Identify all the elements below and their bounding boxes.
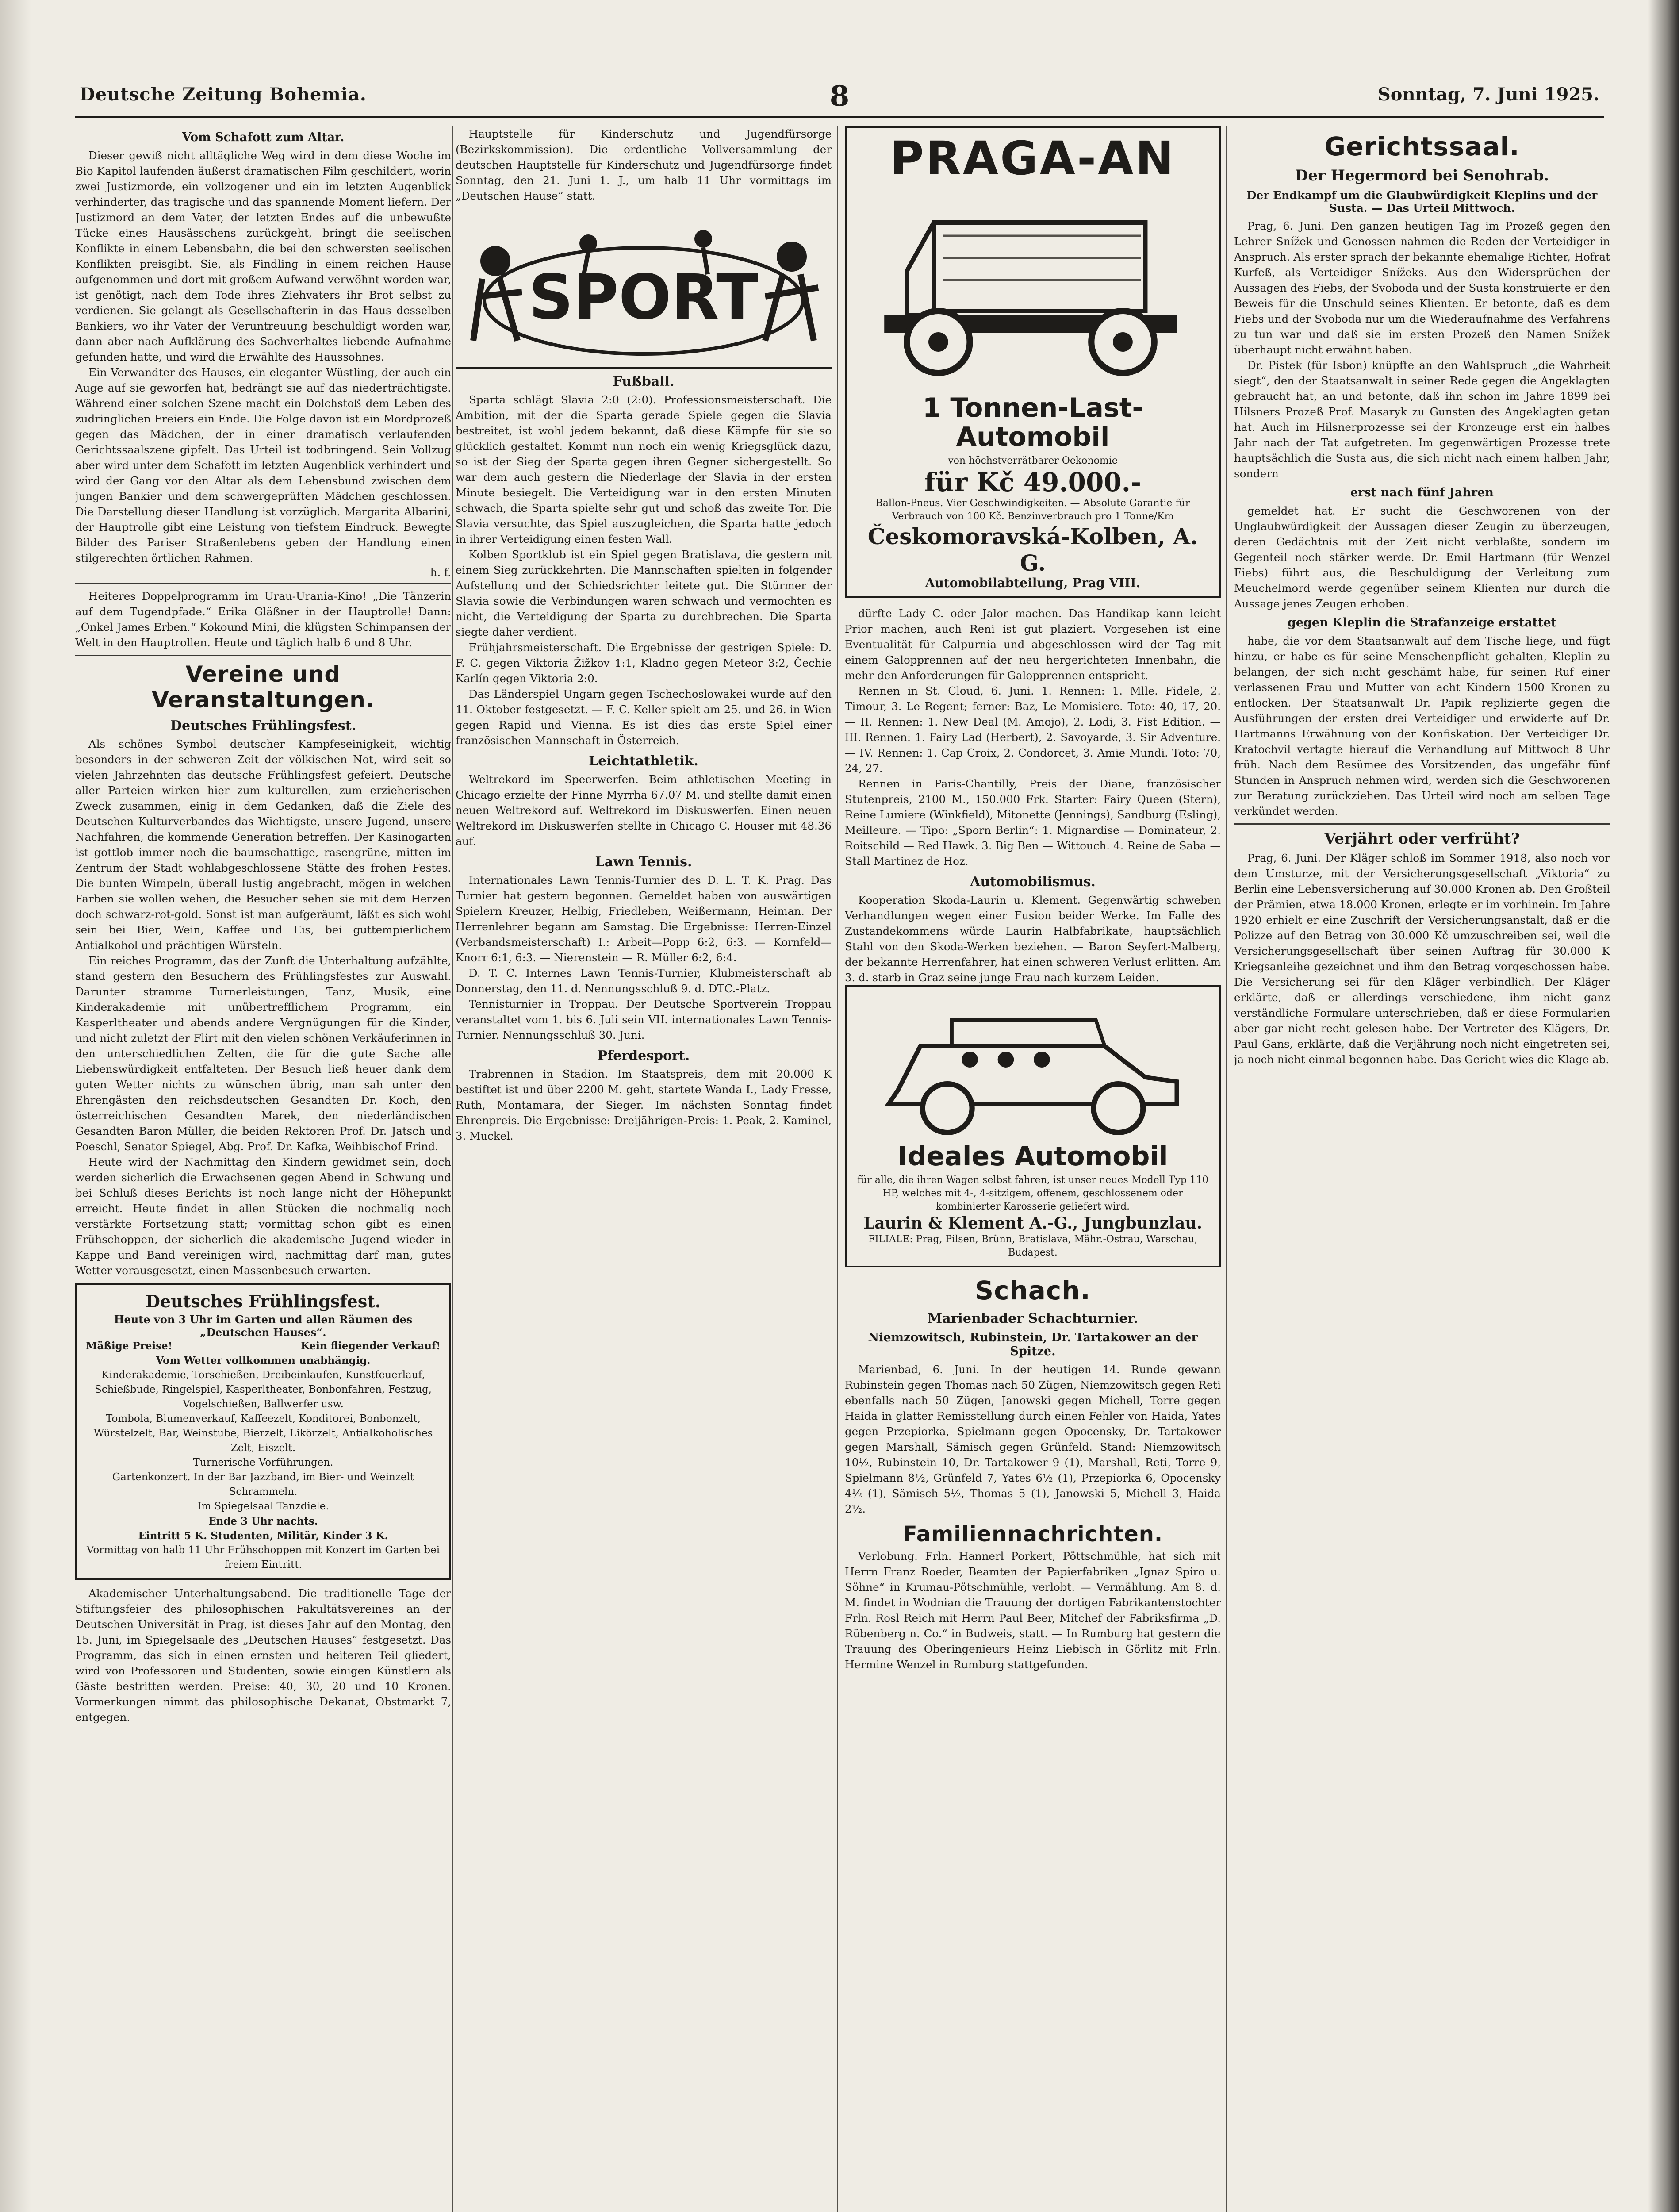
article-paragraph: Hauptstelle für Kinderschutz und Jugendfürsorge (Bezirkskommission). Die ordentliche Vollversammlung der deutschen Hauptstelle für Kinderschutz und Jugendfürsorge findet Sonntag, den 21. Juni 1. J., um halb 11 Uhr vormittags im „Deutschen Hause“ statt.: [456, 127, 832, 202]
article-paragraph: Internationales Lawn Tennis-Turnier des D. L. T. K. Prag. Das Turnier hat gestern begonnen. Gemeldet haben von auswärtigen Spielern Kreuzer, Helbig, Friedleben, Weißermann, Heiman. Der Herrenlehrer begann am Samstag. Die Ergebnisse: Herren-Einzel (Verbandsmeisterschaft) I.: Arbeit—Popp 6:2, 6:3. — Kornfeld—Knorr 6:1, 6:3. — Nierenstein — R. Müller 6:2, 6:4.: [456, 874, 832, 964]
article-subtitle: Niemzowitsch, Rubinstein, Dr. Tartakower an der Spitze.: [868, 1331, 1198, 1358]
advert-small-text: Ballon-Pneus. Vier Geschwindigkeiten. — Absolute Garantie für Verbrauch von 100 Kč. Benzinverbrauch pro 1 Tonne/Km: [875, 498, 1190, 522]
column-4: [1234, 126, 1610, 2212]
column-rule: [837, 126, 838, 2212]
article-paragraph: Prag, 6. Juni. Der Kläger schloß im Sommer 1918, also noch vor dem Umsturze, mit der Versicherungsgesellschaft „Viktoria“ zu Berlin eine Lebensversicherung auf 30.000 Kronen ab. Den Großteil der Prämien, etwa 18.000 Kronen, erlegte er im vorhinein. Im Jahre 1920 erhielt er eine Zuschrift der Versicherungsanstalt, daß er die Polizze auf den Betrag von 30.000 Kč umzuschreiben sei, weil die Versicherungsgesellschaft über seinen Auftrag für 30.000 K Kriegsanleihe gezeichnet und ihm den Betrag vorgeschossen habe. Die Versicherung sei für den Kläger verbindlich. Der Kläger erklärte, daß er allerdings verschiedene, ihm nicht ganz verständliche Formulare unterschrieben, daß er diese Formularien aber gar nicht recht gelesen habe. Der Vertreter des Klägers, Dr. Paul Gans, erklärte, daß die Verjährung noch nicht eingetreten sei, ja noch nicht einmal begonnen habe. Das Gericht wies die Klage ab.: [1234, 852, 1610, 1066]
advert-price-row: [86, 1339, 441, 1353]
issue-date: Sonntag, 7. Juni 1925.: [1377, 84, 1599, 105]
article-paragraph: Verlobung. Frln. Hannerl Porkert, Pöttschmühle, hat sich mit Herrn Franz Roeder, Beamten der Papierfabriken „Ignaz Spiro u. Söhne“ in Krumau-Pötschmühle, verlobt. — Vermählung. Am 8. d. M. findet in Wodnian die Trauung der dortigen Fabrikantenstochter Frln. Rosl Reich mit Herrn Paul Beer, Mitchef der Fabriksfirma „D. Rübenberg n. Co.“ in Budweis, statt. — In Rumburg hat gestern die Trauung des Oberingenieurs Heinz Liebisch in Görlitz mit Frln. Hermine Wenzel in Rumburg stattgefunden.: [845, 1550, 1221, 1671]
page-number: 8: [829, 80, 850, 113]
car-illustration: [853, 993, 1213, 1139]
advert-title: Deutsches Frühlingsfest.: [145, 1291, 381, 1311]
article-paragraph: Kolben Sportklub ist ein Spiel gegen Bratislava, die gestern mit einem Sieg zurückkehrten. Die Mannschaften spielten in folgender Aufstellung und der Schiedsrichter leitete gut. Die Stürmer der Slavia sowie die Verbindungen waren schwach und vermochten es nicht, die Verteidigung der Sparta zu durchbrechen. Die Sparta siegte daher verdient.: [456, 548, 832, 638]
scan-gutter-right: [1648, 0, 1679, 2212]
section-title: Gerichtssaal.: [1324, 131, 1520, 161]
article-title: Fußball.: [613, 374, 675, 389]
article-paragraph: Als schönes Symbol deutscher Kampfeseinigkeit, wichtig besonders in der schweren Zeit der völkischen Not, wird seit so vielen Jahrzehnten das deutsche Frühlingsfest gefeiert. Deutsche aller Parteien wirken hier zum kulturellen, zum erzieherischen Zweck zusammen, einig in dem Gedanken, daß die Ziele des Deutschen Kulturverbandes das Wichtigste, unsere Jugend, unsere Nachfahren, die kommende Generation betreffen. Der Kasinogarten ist gottlob immer noch die baumschattige, rasengrüne, mitten im Zentrum der Stadt wohlabgeschlossene Stätte des frohen Festes. Die bunten Wimpeln, überall lustig angebracht, mögen in welchen Farben sie wollen wehen, die Besucher sehen sie mit dem Herzen doch schwarz-rot-gold. Sonst ist man aufgeräumt, läßt es sich wohl sein bei Bier, Wein, Kaffee und Eis, bei guttempierlichem Antialkohol und prächtigen Würsteln.: [75, 737, 451, 952]
article-paragraph: Marienbad, 6. Juni. In der heutigen 14. Runde gewann Rubinstein gegen Thomas nach 50 Zügen, Niemzowitsch gegen Reti ebenfalls nach 50 Zügen, Janowski gegen Michell, Torre gegen Haida in glatter Remisstellung durch einen Fehler von Haida, Yates gegen Przepiorka, Spielmann gegen Opocensky, Dr. Tartakower gegen Marshall, Sämisch gegen Grünfeld. Stand: Niemzowitsch 10½, Rubinstein 10, Dr. Tartakower 9 (1), Marshall, Reti, Torre 9, Spielmann 8½, Grünfeld 7, Yates 6½ (1), Przepiorka 6, Opocensky 4½ (1), Sämisch 5½, Thomas 5 (1), Janowski 5, Michell 3, Haida 2½.: [845, 1363, 1221, 1515]
advert-line: Vormittag von halb 11 Uhr Frühschoppen mit Konzert im Garten bei freiem Eintritt.: [86, 1544, 440, 1571]
article-paragraph: gemeldet hat. Er sucht die Geschworenen von der Unglaubwürdigkeit der Aussagen dieser Zeugin zu überzeugen, deren Gedächtnis mit der Zeit nicht verblaßte, sondern im Gegenteil noch stärker werde. Dr. Emil Hartmann (für Wenzel Fiebs) führt aus, die Beschuldigung der Verleitung zum Meuchelmord werde gegenüber seinem Klienten nur durch die Aussage jenes Zeugen erhoben.: [1234, 504, 1610, 610]
advert-line: Tombola, Blumenverkauf, Kaffeezelt, Konditorei, Bonbonzelt, Würstelzelt, Bar, Weinstube, Bierzelt, Likörzelt, Antialkoholisches Zelt, Eiszelt.: [93, 1413, 433, 1454]
article-title: Verjährt oder verfrüht?: [1324, 830, 1520, 848]
article-title: Automobilismus.: [970, 874, 1096, 890]
article-title: Marienbader Schachturnier.: [927, 1311, 1138, 1326]
article-paragraph: Heute wird der Nachmittag den Kindern gewidmet sein, doch werden sicherlich die Erwachsenen gegen Abend in Schwung und bei Schluß dieses Berichts ist noch lange nicht der Höhepunkt erreicht. Heute findet in allen Stücken die nochmalig noch verstärkte Fortsetzung statt; vormittag schon gibt es einen Frühschoppen, der sicherlich die akademische Jugend wieder in Kappe und Band vereinigen wird, nachmittag darf man, gutes Wetter vorausgesetzt, einen Massenbesuch erwarten.: [75, 1156, 451, 1277]
article-title: Vom Schafott zum Altar.: [182, 131, 345, 144]
article-paragraph: Ein Verwandter des Hauses, ein eleganter Wüstling, der auch ein Auge auf sie geworfen hat, bedrängt sie auf das niederträchtigste. Während einer solchen Szene macht ein Dolchstoß dem Leben des zudringlichen Freiers ein Ende. Die Folge davon ist ein Mordprozeß gegen das Mädchen, der in einer dramatisch verlaufenden Gerichtssaalszene gipfelt. Das Urteil ist todbringend. Sein Vollzug aber wird unter dem Schafott im letzten Augenblick verhindert und wird der Gang vor den Altar als dem Lebensbund zwischen dem jungen Bankier und dem schwergeprüften Mädchen geschlossen. Die Darstellung dieser Handlung ist vorzüglich. Margarita Albarini, der Hauptrolle gibt eine Leistung von tiefstem Eindruck. Bewegte Bilder des Pariser Straßenlebens geben der Handlung einen stilgerechten örtlichen Rahmen.: [75, 366, 451, 565]
advert-small-text: FILIALE: Prag, Pilsen, Brünn, Bratislava, Mähr.-Ostrau, Warschau, Budapest.: [868, 1234, 1198, 1258]
advert-company: Laurin & Klement A.-G., Jungbunzlau.: [863, 1214, 1203, 1233]
truck-advert: [845, 126, 1221, 598]
sport-banner-word: SPORT: [529, 261, 759, 334]
article-paragraph: Akademischer Unterhaltungsabend. Die traditionelle Tage der Stiftungsfeier des philosophischen Fakultätsvereines an der Deutschen Universität in Prag, ist dieses Jahr auf den Montag, den 15. Juni, im Spiegelsaale des „Deutschen Hauses“ festgesetzt. Das Programm, das sich in einen ernsten und heiteren Teil gliedert, wird von Professoren und Studenten, sowie einigen Künstlern als Gäste bestritten werden. Preise: 40, 30, 20 und 10 Kronen. Vormerkungen nimmt das philosophische Dekanat, Obstmarkt 7, entgegen.: [75, 1587, 451, 1724]
article-paragraph: D. T. C. Internes Lawn Tennis-Turnier, Klubmeisterschaft ab Donnerstag, den 11. d. Nennungsschluß 9. d. DTC.-Platz.: [456, 967, 832, 995]
article-paragraph: Tennisturnier in Troppau. Der Deutsche Sportverein Troppau veranstaltet vom 1. bis 6. Juli sein VII. internationales Lawn Tennis-Turnier. Nennungsschluß 30. Juni.: [456, 998, 832, 1041]
advert-company: Českomoravská-Kolben, A. G.: [867, 523, 1198, 576]
article-paragraph: Kooperation Skoda-Laurin u. Klement. Gegenwärtig schweben Verhandlungen wegen einer Fusion beider Werke. Im Falle des Zustandekommens würde Laurin Halbfabrikate, hauptsächlich Stahl von den Skoda-Werken beziehen. — Baron Seyfert-Malberg, der bekannte Herrenfahrer, hat einen schweren Verlust erlitten. Am 3. d. starb in Graz seine junge Frau nach kurzem Leiden.: [845, 894, 1221, 984]
article-paragraph: Dr. Pistek (für Isbon) knüpfte an den Wahlspruch „die Wahrheit siegt“, den der Staatsanwalt in seiner Rede gegen die Angeklagten gebraucht hat, an und betonte, daß ihn schon im Jahre 1899 bei Hilsners Prozeß Prof. Masaryk zu Gunsten des Angeklagten getan hat. Auch im Hilsnerprozesse sei der Kronzeuge erst ein halbes Jahr nach der Tat aufgetreten. Im gegenwärtigen Prozesse trete hauptsächlich die Susta aus, die sich nicht nach einem halben Jahr, sondern: [1234, 359, 1610, 480]
article-paragraph: Sparta schlägt Slavia 2:0 (2:0). Professionsmeisterschaft. Die Ambition, mit der die Sparta gerade Spiele gegen die Slavia bestreitet, ist wohl jedem bekannt, daß diese Kämpfe für sie so glücklich gestaltet. Kommt nun noch ein wenig Kriegsglück dazu, so ist der Sieg der Sparta gegen ihren Gegner sichergestellt. So war dem auch gestern die Niederlage der Slavia in der ersten Minute besiegelt. Die Verteidigung war in den ersten Minuten schwach, die Sparta spielte sehr gut und schoß das zweite Tor. Die Slavia versuchte, das Spiel auszugleichen, die Sparta hatte jedoch in ihrer Verteidigung einen festen Wall.: [456, 393, 832, 545]
advert-line: Im Spiegelsaal Tanzdiele.: [197, 1501, 329, 1512]
column-3: [845, 126, 1221, 2212]
article-paragraph: Trabrennen in Stadion. Im Staatspreis, dem mit 20.000 K bestiftet ist und über 2200 M. geht, startete Wanda I., Lady Fresse, Ruth, Montamara, der Sieger. Im nächsten Sonntag findet Ehrenpreis. Die Ergebnisse: Dreijährigen-Preis: 1. Peak, 2. Kaminel, 3. Muckel.: [456, 1068, 832, 1142]
divider: [75, 655, 451, 656]
advert-small-text: für alle, die ihren Wagen selbst fahren, ist unser neues Modell Typ 110 HP, welches mit 4-, 4-sitzigem, offenem, geschlossenem oder kombinierter Karosserie geliefert wird.: [857, 1175, 1208, 1212]
scan-gutter-left: [0, 0, 31, 2212]
event-advert-box: [75, 1283, 451, 1580]
article-subtitle: Der Endkampf um die Glaubwürdigkeit Kleplins und der Susta. — Das Urteil Mittwoch.: [1246, 189, 1598, 215]
advert-line: Gartenkonzert. In der Bar Jazzband, im Bier- und Weinzelt Schrammeln.: [112, 1471, 414, 1498]
section-title: Vereine und Veranstaltungen.: [152, 661, 375, 713]
masthead-rule: [75, 116, 1604, 118]
advert-price-left: Mäßige Preise!: [86, 1340, 172, 1352]
article-paragraph: Weltrekord im Speerwerfen. Beim athletischen Meeting in Chicago erzielte der Finne Myrrha 67.07 M. und stellte damit einen neuen Weltrekord auf. Weltrekord im Diskuswerfen. Einen neuen Weltrekord im Diskuswerfen stellte in Chicago C. Houser mit 48.36 auf.: [456, 773, 832, 848]
masthead: [80, 80, 1599, 119]
advert-headline: 1 Tonnen-Last-Automobil: [922, 392, 1143, 453]
advert-price: für Kč 49.000.-: [924, 467, 1142, 497]
advert-company-dept: Automobilabteilung, Prag VIII.: [925, 576, 1141, 590]
article-paragraph: Prag, 6. Juni. Den ganzen heutigen Tag im Prozeß gegen den Lehrer Snížek und Genossen nahmen die Reden der Verteidiger in Anspruch. Als erster sprach der bekannte ehemalige Richter, Hofrat Kurfeß, als Verteidiger Snížeks. Aus den Widersprüchen der Aussagen des Fiebs, der Svoboda und der Susta konstruierte er den Beweis für die Unschuld seines Klienten. Er betonte, daß es dem Fiebs und der Svoboda nur um die Wiederaufnahme des Verfahrens zu tun war und daß sie im ersten Prozeß den Namen Snížek überhaupt nicht erwähnt haben.: [1234, 219, 1610, 356]
advert-headline: Ideales Automobil: [897, 1141, 1168, 1172]
article-title: Deutsches Frühlingsfest.: [170, 718, 356, 733]
column-2: [456, 126, 832, 2212]
article-title: Lawn Tennis.: [595, 854, 692, 870]
article-paragraph: Rennen in St. Cloud, 6. Juni. 1. Rennen: 1. Mlle. Fidele, 2. Timour, 3. Le Regent; ferner: Baz, Le Momisiere. Toto: 40, 17, 20. — II. Rennen: 1. New Deal (M. Amojo), 2. Lodi, 3. Fist Edition. — III. Rennen: 1. Fairy Lad (Herbert), 2. Savoyarde, 3. Sir Adventure. — IV. Rennen: 1. Cap Croix, 2. Condorcet, 3. Amie Mundi. Toto: 70, 24, 27.: [845, 684, 1221, 775]
article-paragraph: Ein reiches Programm, das der Zunft die Unterhaltung aufzählte, stand gestern den Besuchern des Frühlingsfestes zur Auswahl. Darunter stramme Turnerleistungen, Tanz, Musik, eine Kinderakademie mit unübertrefflichem Programm, ein Kasperltheater und abends andere Vergnügungen für die Kinder, und nicht zuletzt der Flirt mit den vielen schönen Verkäuferinnen in den unterschiedlichen Zelten, die für die gute Sache alle Liebenswürdigkeit entfalteten. Der Besuch ließ heuer dank dem guten Wetter nichts zu wünschen übrig, man sah unter den Ehrengästen den reichsdeutschen Gesandten Dr. Koch, den österreichischen Gesandten Marek, den niederländischen Gesandten Baron Müller, die beiden Rektoren Prof. Dr. Jatsch und Poeschl, Senator Spiegel, Abg. Prof. Dr. Kafka, Weihbischof Frind.: [75, 954, 451, 1153]
divider: [75, 583, 451, 584]
article-paragraph: habe, die vor dem Staatsanwalt auf dem Tische liege, und fügt hinzu, er habe es für seine Menschenpflicht gehalten, Kleplin zu belangen, der sich nicht geschämt habe, für seinen Ruf einer verlassenen Frau und Mutter von acht Kindern 1500 Kronen zu entlocken. Der Staatsanwalt Dr. Papik replizierte gegen die Ausführungen der ersten drei Verteidiger und erwiderte auf Dr. Hartmanns Erwähnung von der Konfiskation. Der Verteidiger Dr. Kratochvil vertagte hierauf die Verhandlung auf Mittwoch 8 Uhr früh. Nach dem Resümee des Vorsitzenden, das ungefähr fünf Stunden in Anspruch nehmen wird, werden sich die Geschworenen zur Beratung zurückziehen. Das Urteil wird noch am selben Tage verkündet werden.: [1234, 634, 1610, 818]
article-paragraph: Frühjahrsmeisterschaft. Die Ergebnisse der gestrigen Spiele: D. F. C. gegen Viktoria Žižkov 1:1, Kladno gegen Meteor 3:2, Čechie Karlín gegen Viktoria 2:0.: [456, 641, 832, 685]
advert-line: Eintritt 5 K. Studenten, Militär, Kinder 3 K.: [138, 1530, 388, 1542]
column-rule: [1226, 126, 1227, 2212]
advert-small-text: von höchstverrätbarer Oekonomie: [948, 455, 1118, 466]
column-rule: [452, 126, 453, 2212]
section-title: Schach.: [975, 1275, 1091, 1306]
advert-line: Ende 3 Uhr nachts.: [208, 1515, 318, 1527]
article-paragraph: Das Länderspiel Ungarn gegen Tschechoslowakei wurde auf den 11. Oktober festgesetzt. — F. C. Keller spielt am 25. und 26. in Wien gegen Rapid und Vienna. Es ist dies das erste Spiel einer französischen Mannschaft in Österreich.: [456, 687, 832, 747]
article-crosshead: erst nach fünf Jahren: [1350, 486, 1494, 499]
article-paragraph: Rennen in Paris-Chantilly, Preis der Diane, französischer Stutenpreis, 2100 M., 150.000 Frk. Starter: Fairy Queen (Stern), Reine Lumiere (Winkfield), Mitonette (Jennings), Sandburg (Esling), Meilleure. — Tipo: „Sporn Berlin“: 1. Mignardise — Dominateur, 2. Roitschild — Red Hawk. 3. Big Ben — Wittouch. 4. Reine de Saba — Stall Martinez de Hoz.: [845, 777, 1221, 868]
newspaper-name: Deutsche Zeitung Bohemia.: [80, 84, 367, 105]
article-paragraph: dürfte Lady C. oder Jalor machen. Das Handikap kann leicht Prior machen, auch Reni ist gut plaziert. Vorgesehen ist eine Eventualität für Calpurnia und abgeschlossen wird der Tag mit einem Galopprennen auf der neu hergerichteten Innenbahn, die mehr den Anforderungen für Galopprennen entspricht.: [845, 607, 1221, 682]
column-1: [75, 126, 451, 2212]
truck-illustration: [853, 183, 1213, 391]
advert-subtitle: Heute von 3 Uhr im Garten und allen Räumen des „Deutschen Hauses“.: [114, 1313, 413, 1339]
section-title: Familiennachrichten.: [902, 1522, 1163, 1547]
article-signature: h. f.: [430, 566, 451, 579]
advert-line: Kinderakademie, Torschießen, Dreibeinlaufen, Kunstfeuerlauf, Schießbude, Ringelspiel, Kasperltheater, Bonbonfahren, Festzug, Vogelschießen, Ballwerfer usw.: [95, 1369, 432, 1410]
article-title: Pferdesport.: [597, 1048, 690, 1064]
car-advert: [845, 985, 1221, 1267]
article-paragraph: Heiteres Doppelprogramm im Urau-Urania-Kino! „Die Tänzerin auf dem Tugendpfade.“ Erika Gläßner in der Hauptrolle! Dann: „Onkel James Erben.“ Kokound Mini, die klügsten Schimpansen der Welt in den Hauptrollen. Heute und täglich halb 6 und 8 Uhr.: [75, 590, 451, 649]
article-title: Leichtathletik.: [589, 753, 698, 769]
sport-illustration: [456, 208, 832, 367]
sport-banner: [456, 208, 832, 369]
advert-line: Vom Wetter vollkommen unabhängig.: [156, 1355, 371, 1367]
divider: [1234, 823, 1610, 825]
advert-line: Turnerische Vorführungen.: [193, 1457, 334, 1468]
advert-brand: PRAGA-AN: [890, 131, 1176, 185]
article-title: Der Hegermord bei Senohrab.: [1295, 167, 1549, 184]
article-crosshead: gegen Kleplin die Strafanzeige erstattet: [1287, 616, 1556, 630]
advert-price-right: Kein fliegender Verkauf!: [301, 1340, 441, 1352]
article-paragraph: Dieser gewiß nicht alltägliche Weg wird in dem diese Woche im Bio Kapitol laufenden äußerst dramatischen Film geschildert, worin zwei Justizmorde, ein vollzogener und ein im letzten Augenblick verhinderter, das tragische und das spannende Moment liefern. Der Justizmord an dem Vater, der letzten Endes auf die unbewußte Tücke eines Hausässchens zurückgeht, bringt die seelischen Konflikte in einem Lebensbahn, die bei den schwersten seelischen Konflikten preisgibt. Sie, als Findling in einem reichen Hause aufgenommen und dort mit großem Aufwand verwöhnt worden war, ist genötigt, nach dem Tode ihres Ziehvaters ihr Brot selbst zu verdienen. Sie gelangt als Gesellschafterin in das Haus desselben Bankiers, wo ihr Vater der Veruntreuung beschuldigt worden war, dann aber nach Aufklärung des Sachverhaltes liebende Aufnahme gefunden hatte, und wird die Erwählte des Haussohnes.: [75, 149, 451, 363]
